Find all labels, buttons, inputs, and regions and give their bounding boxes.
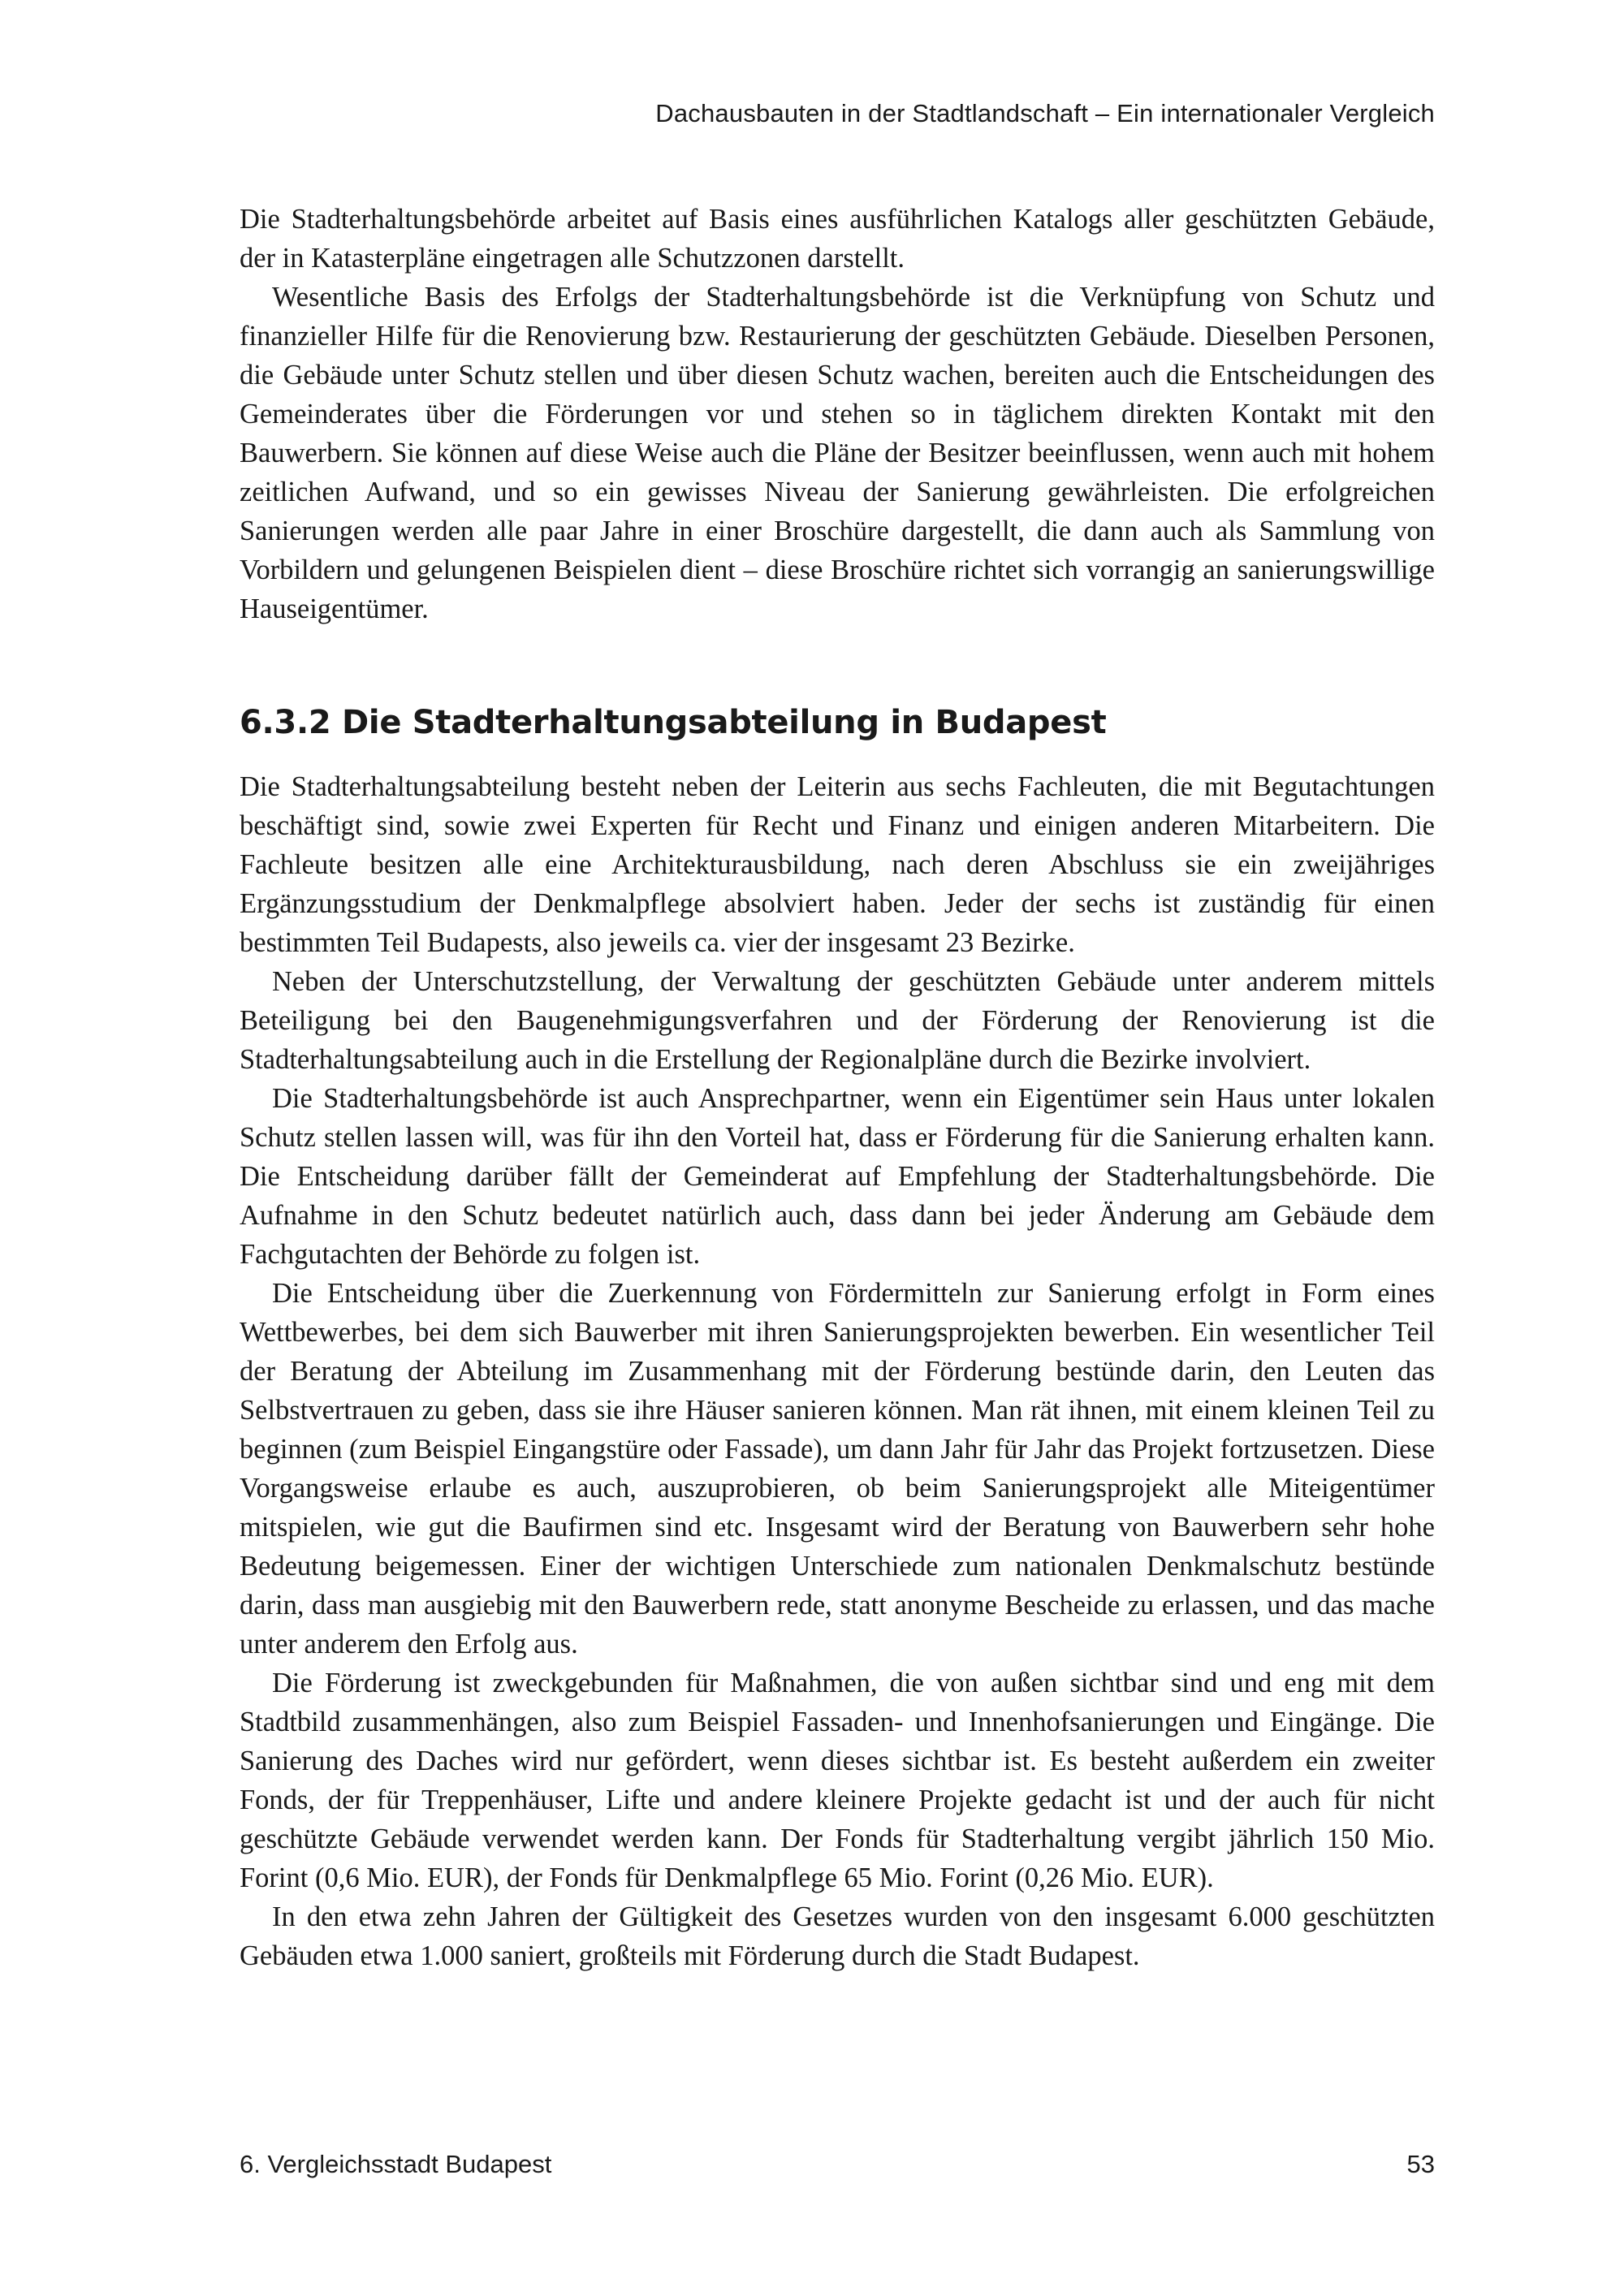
section-body: [240, 767, 1435, 1975]
paragraph: Die Entscheidung über die Zuerkennung von Fördermitteln zur Sanierung erfolgt in Form eines Wettbewerbes, bei dem sich Bauwerber mit ihren Sanierungsprojekten bewerben. Ein wesentlicher Teil der Beratung der Abteilung im Zusammenhang mit der Förderung bestünde darin, den Leuten das Selbstvertrauen zu geben, dass sie ihre Häuser sanieren können. Man rät ihnen, mit einem kleinen Teil zu beginnen (zum Beispiel Eingangstüre oder Fassade), um dann Jahr für Jahr das Projekt fortzusetzen. Diese Vorgangsweise erlaube es auch, auszuprobieren, ob beim Sanierungsprojekt alle Miteigentümer mitspielen, wie gut die Baufirmen sind etc. Insgesamt wird der Beratung von Bauwerbern sehr hohe Bedeutung beigemessen. Einer der wichtigen Unterschiede zum nationalen Denkmalschutz bestünde darin, dass man ausgiebig mit den Bauwerbern rede, statt anonyme Bescheide zu erlassen, und das mache unter anderem den Erfolg aus.: [240, 1278, 1435, 1659]
footer-chapter-title: 6. Vergleichsstadt Budapest: [240, 2150, 552, 2178]
paragraph: Wesentliche Basis des Erfolgs der Stadterhaltungsbehörde ist die Verknüpfung von Schutz und finanzieller Hilfe für die Renovierung bzw. Restaurierung der geschützten Gebäude. Dieselben Personen, die Gebäude unter Schutz stellen und über diesen Schutz wachen, bereiten auch die Entscheidungen des Gemeinderates über die Förderungen vor und stehen so in täglichem direkten Kontakt mit den Bauwerbern. Sie können auf diese Weise auch die Pläne der Besitzer beeinflussen, wenn auch mit hohem zeitlichen Aufwand, und so ein gewisses Niveau der Sanierung gewährleisten. Die erfolgreichen Sanierungen werden alle paar Jahre in einer Broschüre dargestellt, die dann auch als Sammlung von Vorbildern und gelungenen Beispielen dient – diese Broschüre richtet sich vorrangig an sanierungswillige Hauseigentümer.: [240, 282, 1435, 624]
paragraph: Die Stadterhaltungsbehörde ist auch Ansprechpartner, wenn ein Eigentümer sein Haus unter lokalen Schutz stellen lassen will, was für ihn den Vorteil hat, dass er Förderung für die Sanierung erhalten kann. Die Entscheidung darüber fällt der Gemeinderat auf Empfehlung der Stadterhaltungsbehörde. Die Aufnahme in den Schutz bedeutet natürlich auch, dass dann bei jeder Änderung am Gebäude dem Fachgutachten der Behörde zu folgen ist.: [240, 1083, 1435, 1270]
paragraph: Die Förderung ist zweckgebunden für Maßnahmen, die von außen sichtbar sind und eng mit dem Stadtbild zusammenhängen, also zum Beispiel Fassaden- und Innenhofsanierungen und Eingänge. Die Sanierung des Daches wird nur gefördert, wenn dieses sichtbar ist. Es besteht außerdem ein zweiter Fonds, der für Treppenhäuser, Lifte und andere kleinere Projekte gedacht ist und der auch für nicht geschützte Gebäude verwendet werden kann. Der Fonds für Stadterhaltung vergibt jährlich 150 Mio. Forint (0,6 Mio. EUR), der Fonds für Denkmalpflege 65 Mio. Forint (0,26 Mio. EUR).: [240, 1668, 1435, 1893]
paragraph: Die Stadterhaltungsabteilung besteht neben der Leiterin aus sechs Fachleuten, die mit Begutachtungen beschäftigt sind, sowie zwei Experten für Recht und Finanz und einigen anderen Mitarbeitern. Die Fachleute besitzen alle eine Architekturausbildung, nach deren Abschluss sie ein zweijähriges Ergänzungsstudium der Denkmalpflege absolviert haben. Jeder der sechs ist zuständig für einen bestimmten Teil Budapests, also jeweils ca. vier der insgesamt 23 Bezirke.: [240, 771, 1435, 958]
paragraph: Neben der Unterschutzstellung, der Verwaltung der geschützten Gebäude unter anderem mittels Beteiligung bei den Baugenehmigungsverfahren und der Förderung der Renovierung ist die Stadterhaltungsabteilung auch in die Erstellung der Regionalpläne durch die Bezirke involviert.: [240, 966, 1435, 1075]
paragraph: In den etwa zehn Jahren der Gültigkeit des Gesetzes wurden von den insgesamt 6.000 geschützten Gebäuden etwa 1.000 saniert, großteils mit Förderung durch die Stadt Budapest.: [240, 1901, 1435, 1971]
intro-text: [240, 200, 1435, 628]
page-number: 53: [1406, 2150, 1435, 2178]
running-header: Dachausbauten in der Stadtlandschaft – Ein internationaler Vergleich: [655, 99, 1435, 127]
section-heading: 6.3.2 Die Stadterhaltungsabteilung in Budapest: [240, 704, 1107, 741]
paragraph: Die Stadterhaltungsbehörde arbeitet auf Basis eines ausführlichen Katalogs aller geschützten Gebäude, der in Katasterpläne eingetragen alle Schutzzonen darstellt.: [240, 204, 1435, 274]
page-footer: [240, 2150, 1435, 2179]
